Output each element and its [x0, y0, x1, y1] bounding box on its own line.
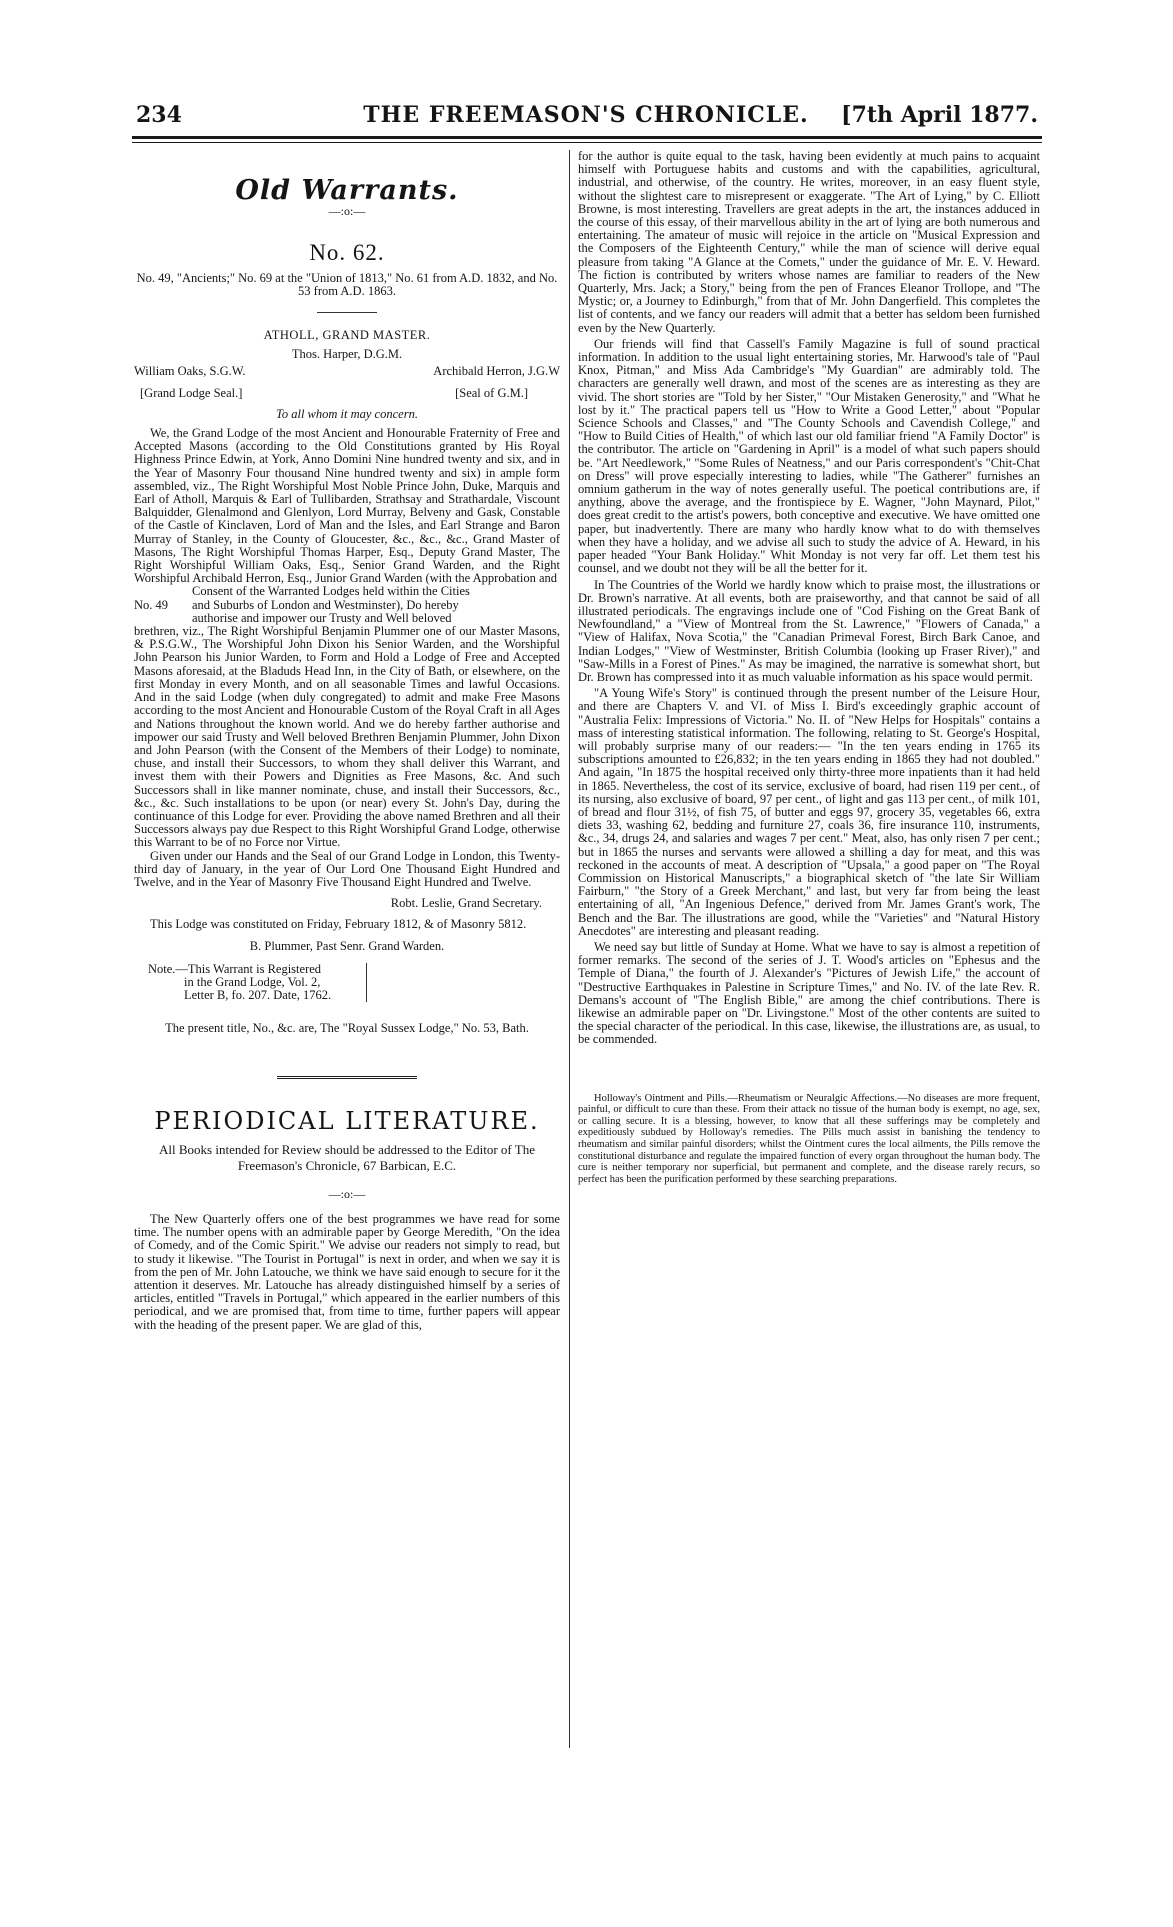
grand-lodge-seal: [Grand Lodge Seal.]	[140, 385, 243, 400]
header-rule-thin	[132, 142, 1042, 143]
new-quarterly-paragraph: The New Quarterly offers one of the best programmes we have read for some time. The number opens with an admirable paper by George Meredith, "On the idea of Comedy, and of the Comic Spirit." We advise our readers not simply to read, but to study it likewise. "The Tourist in Portugal" is next in order, and when we say it is from the pen of Mr. John Latouche, we think we have said enough to secure for it the attention it deserves. Mr. Latouche has already distinguished himself by a series of articles, entitled "Travels in Portugal," which appeared in the earlier numbers of this periodical, and we are promised that, from time to time, further papers will appear with the heading of the present paper. We are glad of this,	[134, 1211, 560, 1332]
article-paragraph: In The Countries of the World we hardly know which to praise most, the illustrations or Dr. Brown's narrative. At all events, both are praiseworthy, and that cannot be said of all illustrated periodicals. The engravings include one of "Cod Fishing on the Great Bank of Newfoundland," a "View of Montreal from the St. Lawrence," "Flowers of Canada," a "View of Halifax, Nova Scotia," the "Canadian Primeval Forest, Birch Bark Canoe, and Indian Lodges," "View of Westminster, British Columbia (looking up Fraser River)," and "Saw-Mills in a Forest of Pines." As may be imagined, the narrative is somewhat short, but Dr. Brown has compressed into it as much valuable information as his space would permit.	[578, 577, 1040, 684]
warrant-paragraph: We, the Grand Lodge of the most Ancient and Honourable Fraternity of Free and Accepted Masons (according to the Old Constitutions granted by His Royal Highness Prince Edwin, at York, Anno Domini Nine hundred twenty and six, and in the Year of Masonry Four thousand Nine hundred twenty and six) in ample form assembled, viz., The Right Worshipful Most Noble Prince John, Duke, Marquis and Earl of Atholl, Marquis & Earl of Tullibarden, Strathsay and Strathardale, Viscount Balquidder, Glenalmond and Glenlyon, Lord Murray, Belveny and Gask, Constable of the Castle of Kinclaven, Lord of Man and the Isles, and Earl Strange and Baron Murray of Stanley, in the County of Gloucester, &c., &c., &c., Grand Master of Masons, The Right Worshipful Thomas Harper, Esq., Deputy Grand Master, The Right Worshipful William Oaks, Esq., Senior Grand Warden, and the Right Worshipful Archibald Herron, Esq., Junior Grand Warden (with the Approbation and	[134, 426, 560, 586]
deputy-grand-master: Thos. Harper, D.G.M.	[291, 347, 403, 362]
ornament: —:o:—	[328, 1186, 366, 1201]
warrant-number-info: No. 49, "Ancients;" No. 69 at the "Union of 1813," No. 61 from A.D. 1832, and No. 53 from A.D. 1863.	[136, 270, 558, 298]
right-column	[578, 150, 1040, 1185]
constituted-note: This Lodge was constituted on Friday, February 1812, & of Masonry 5812.	[150, 917, 527, 932]
section-title: Old Warrants.	[235, 175, 459, 206]
dedication: To all whom it may concern.	[276, 406, 418, 421]
warrant-paragraph: brethren, viz., The Right Worshipful Benjamin Plummer one of our Master Masons, & P.S.G.W., The Worshipful John Dixon his Senior Warden, and the Worshipful John Pearson his Junior Warden, to Form and Hold a Lodge of Free and Accepted Masons aforesaid, at the Bladuds Head Inn, in the City of Bath, or elsewhere, on the first Monday in every Month, and on all seasonable Times and lawful Occasions. And in the said Lodge (when duly congregated) to admit and make Free Masons according to the most Ancient and Honourable Custom of the Royal Craft in all Ages and Nations throughout the known world. And we do hereby farther authorise and impower our said Trusty and Well beloved Brethren Benjamin Plummer, John Dixon and John Pearson (with the Consent of the Members of their Lodge) to nominate, chuse, and install their Successors, to whom they shall deliver this Warrant, and invest them with their Powers and Dignities as Free Masons, &c. And such Successors shall in like manner nominate, chuse, and install their Successors, &c., &c., &c. Such installations to be upon (or near) every St. John's Day, during the continuance of this Lodge for ever. Providing the above named Brethren and all their Successors always pay due Respect to this Right Worshipful Grand Lodge, otherwise this Warrant to be of no Force nor Virtue.	[134, 624, 560, 850]
article-paragraph: We need say but little of Sunday at Home. What we have to say is almost a repetition of former remarks. The second of the series of J. T. Wood's articles on "Ephesus and the Temple of Diana," the fourth of J. Alexander's "Pictures of Jewish Life," the account of "Destructive Earthquakes in Palestine in Scripture Times," and No. IV. of the late Rev. R. Demans's account of "The English Bible," are among the chief contributions. There is likewise an admirable paper on "Dr. Livingstone." Most of the other contents are suited to the special character of the periodical. In this case, likewise, the illustrations are, as usual, to be commended.	[578, 939, 1040, 1047]
warrant-no-label: No. 49	[134, 597, 169, 612]
grand-master: ATHOLL, GRAND MASTER.	[263, 328, 431, 343]
column-divider	[569, 150, 570, 1748]
present-title: The present title, No., &c. are, The "Royal Sussex Lodge," No. 53, Bath.	[165, 1021, 529, 1036]
short-rule	[317, 312, 377, 313]
junior-grand-warden: Archibald Herron, J.G.W	[433, 364, 560, 379]
article-paragraph: Our friends will find that Cassell's Family Magazine is full of sound practical information. In addition to the usual light entertaining stories, Mr. Harwood's tale of "Paul Knox, Pitman," and Miss Ada Cambridge's "My Guardian" are admirably told. The characters are generally well drawn, and most of the scenes are as interesting as they are vivid. The short stories are "Told by her Sister," "Our Mistaken Generosity," and "What he lost by it." The practical papers tell us "How to Write a Good Letter," about "Popular Science Schools and Classes," and "The County Schools and Cavendish College," and "How to Build Cities of Health," of which last our old familiar friend "A Family Doctor" is the contributor. The article on "Gardening in April" is a model of what such papers should be. "Art Needlework," "Some Rules of Neatness," and our Paris correspondent's "Chit-Chat on Dress" will prove especially interesting to ladies, while "The Gatherer" furnishes an omnium gatherum in the way of notes generally useful. The poetical contributions are, if anything, above the average, and the frontispiece by E. Wagner, "John Maynard, Pilot," does great credit to the artist's powers, both conceptive and executive. We have omitted one paper, but inadvertently. There are many who hardly know what to do with themselves when they have a holiday, and we advise all such to study the advice of A. Heward, in his paper headed "Your Bank Holiday." Whit Monday is not very far off. Let them test his counsel, and we doubt not they will be all the better for it.	[578, 336, 1040, 576]
warrant-paragraph: Given under our Hands and the Seal of our Grand Lodge in London, this Twenty-third day of January, in the year of Our Lord One Thousand Eight Hundred and Twelve, and in the Year of Masonry Five Thousand Eight Hundred and Twelve.	[134, 848, 560, 889]
senior-grand-warden: William Oaks, S.G.W.	[134, 364, 246, 379]
warrant-no-line	[134, 599, 560, 612]
article-paragraph: "A Young Wife's Story" is continued through the present number of the Leisure Hour, and there are Chapters V. and VI. of Miss I. Bird's exceedingly graphic account of "Australia Felix: Impressions of Victoria." No. II. of "New Helps for Hospitals" contains a mass of interesting statistical information. The following, relating to St. George's Hospital, will probably surprise many of our readers:— "In the ten years ending in 1765 its subscriptions amounted to £26,832; in the ten years ending in 1865 they had not doubled." And again, "In 1875 the hospital received only thirty-three more inpatients than it had held in 1865. Nevertheless, the cost of its service, exclusive of board, had risen 119 per cent., of its nursing, also exclusive of board, 97 per cent., of light and gas 113 per cent., of milk 101, of bread and flour 31½, of fish 75, of butter and eggs 97, grocery 35, vegetables 66, extra diets 33, washing 62, bedding and furniture 27, coals 36, fire insurance 110, instruments, &c., 34, drugs 24, and salaries and wages 7 per cent." Meat, also, has only risen 7 per cent.; but in 1865 the nurses and servants were allowed a shilling a day for meat, and this was reckoned in the accounts of meat. A description of "Upsala," a good paper on "The Royal Commission on Historical Manuscripts," a biographical sketch of "the late Sir William Fairburn," "the Story of a Greek Merchant," and last, but very far from being the least entertaining of all, "An Ingenious Defence," derived from Mr. James Grant's work, The Bench and the Bar. The illustrations are good, while the "Varieties" and "Natural History Anecdotes" are interesting and pleasant reading.	[578, 686, 1040, 938]
advertisement-text: Holloway's Ointment and Pills.—Rheumatism or Neuralgic Affections.—No diseases are more frequent, painful, or difficult to cure than these. From their attack no tissue of the human body is exempt, no age, sex, or calling secure. It is a blessing, however, to know that all these sufferings may be completely and expeditiously subdued by Holloway's remedies. The Pills much assist in banishing the tendency to rheumatism and similar painful disorders; whilst the Ointment cures the local ailments, the Pills remove the constitutional disturbance and regulate the impaired function of every organ throughout the human body. The cure is neither temporary nor superficial, but permanent and complete, and the disease rarely recurs, so perfect has been the purification performed by these searching preparations.	[578, 1092, 1040, 1185]
left-column	[134, 150, 560, 1332]
seals-row	[134, 387, 560, 400]
warrant-suburbs: and Suburbs of London and Westminster), Do hereby	[192, 597, 459, 612]
ornament: —:o:—	[328, 204, 366, 219]
issue-date: [7th April 1877.	[841, 102, 1038, 128]
wardens-row	[134, 365, 560, 378]
article-paragraph: for the author is quite equal to the task, having been evidently at much pains to acquaint himself with Portuguese habits and customs and with the capabilities, agricultural, industrial, and otherwise, of the country. He writes, moreover, in an easy fluent style, without the slightest care to misrepresent or exaggerate. "The Art of Lying," by C. Elliott Browne, is most interesting. Travellers are great adepts in the art, the instances adduced in the course of this essay, of their marvellous ability in the art of lying are both numerous and entertaining. The amateur of music will rejoice in the article on "Musical Expression and the Composers of the Eighteenth Century," while the man of science will derive equal pleasure from taking "A Glance at the Comets," under the guidance of Mr. E. V. Heward. The fiction is contributed by writers whose names are familiar to readers of the New Quarterly, Mrs. Jack; a Story," being from the pen of Frances Eleanor Trollope, and "The Mystic; or, a Journey to Edinburgh," from that of Mr. John Dangerfield. This completes the list of contents, and we fancy our readers will admit that a better has seldom been furnished even by the New Quarterly.	[578, 149, 1040, 335]
header-rule-thick	[132, 136, 1042, 139]
note-line: Letter B, fo. 207. Date, 1762.	[184, 988, 332, 1003]
periodical-heading: PERIODICAL LITERATURE.	[154, 1106, 540, 1135]
warrant-number: No. 62.	[309, 240, 385, 266]
grand-secretary: Robt. Leslie, Grand Secretary.	[390, 896, 542, 911]
page-header	[132, 102, 1040, 132]
holloway-advertisement	[578, 1093, 1040, 1186]
review-address: All Books intended for Review should be addressed to the Editor of The Freemason's Chronicle, 67 Barbican, E.C.	[159, 1141, 535, 1173]
warrant-consent: Consent of the Warranted Lodges held within the Cities	[192, 584, 470, 599]
warrant-authorise: authorise and impower our Trusty and Well beloved	[192, 610, 452, 625]
page-number: 234	[136, 102, 182, 128]
note-line: Note.—This Warrant is Registered	[148, 961, 322, 976]
double-rule	[277, 1076, 417, 1081]
registration-note	[134, 963, 367, 1003]
grand-master-seal: [Seal of G.M.]	[455, 385, 528, 400]
publication-title: THE FREEMASON'S CHRONICLE.	[363, 102, 809, 128]
past-senior-warden: B. Plummer, Past Senr. Grand Warden.	[249, 938, 445, 953]
note-line: in the Grand Lodge, Vol. 2,	[184, 974, 321, 989]
